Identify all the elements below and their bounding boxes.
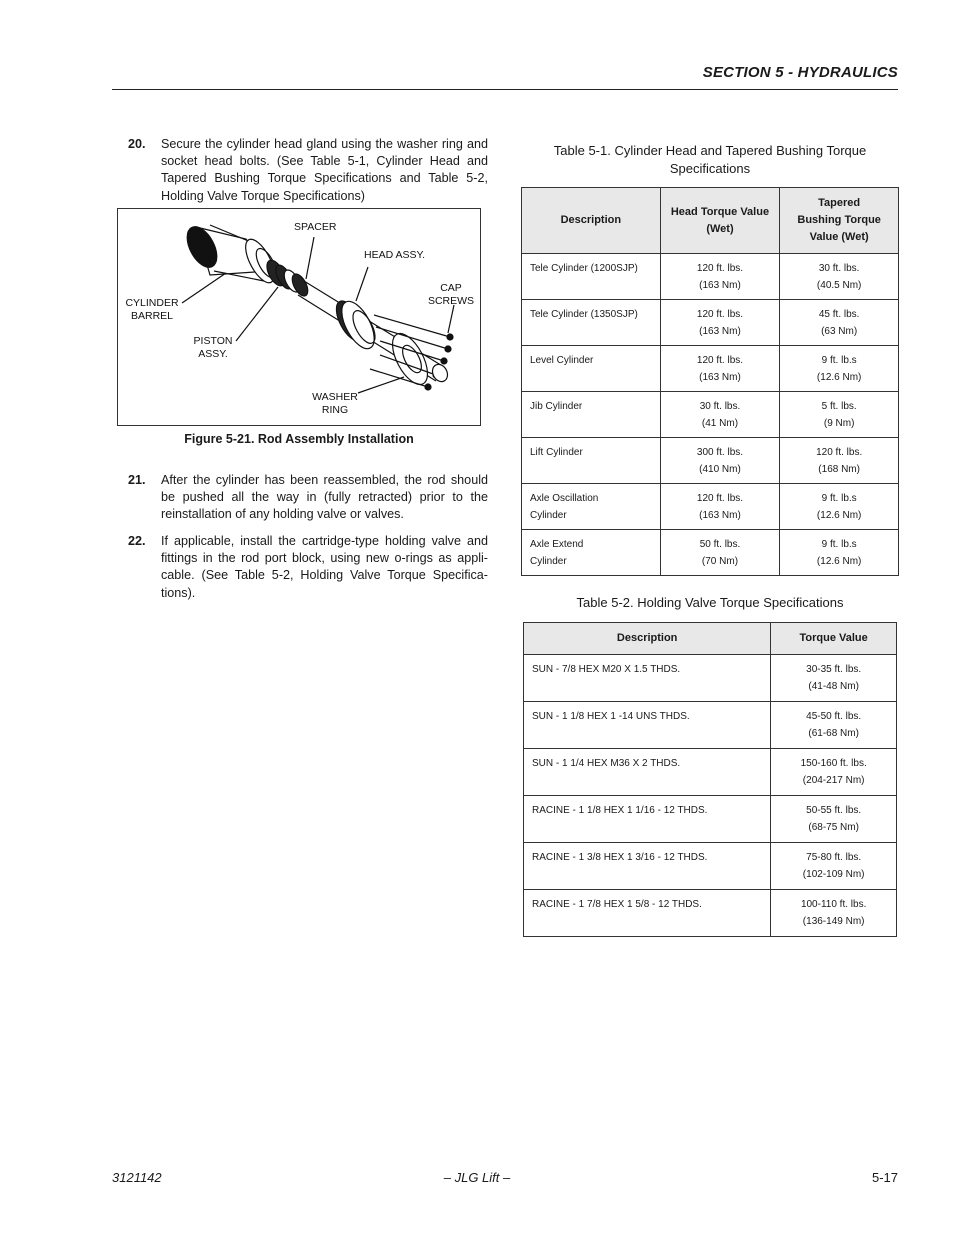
- table1-caption: Table 5-1. Cylinder Head and Tapered Bushing Torque Specifications: [553, 143, 867, 176]
- step-22: [128, 533, 488, 602]
- col-header-torque-value: Torque Value: [771, 623, 897, 655]
- piston-assy-label: PISTON ASSY.: [193, 335, 233, 360]
- table-row: [522, 254, 899, 300]
- cylinder-head-torque-table: [521, 187, 899, 576]
- cell-tapered-torque: 120 ft. lbs. (168 Nm): [780, 438, 899, 484]
- col-header-tapered-bushing: Tapered Bushing Torque Value (Wet): [780, 188, 899, 254]
- spacer-label: SPACER: [294, 221, 337, 233]
- cell-tapered-torque: 30 ft. lbs. (40.5 Nm): [780, 254, 899, 300]
- step-number: 22.: [128, 534, 146, 548]
- table-row: [522, 530, 899, 576]
- step-20: [128, 136, 488, 205]
- cell-head-torque: 300 ft. lbs. (410 Nm): [660, 438, 780, 484]
- cell-description: Tele Cylinder (1350SJP): [522, 300, 661, 346]
- table-row: [524, 796, 897, 843]
- cell-description: RACINE - 1 7/8 HEX 1 5/8 - 12 THDS.: [524, 890, 771, 937]
- step-text: If applicable, install the cartridge-type holding valve and fittings in the rod port block, using new o-rings as appli- cable. (See Table 5-2, Holding Valve Torque Specifica- tions).: [161, 534, 488, 600]
- cell-head-torque: 120 ft. lbs. (163 Nm): [660, 254, 780, 300]
- table-row: [524, 655, 897, 702]
- table-row: [522, 484, 899, 530]
- cell-head-torque: 50 ft. lbs. (70 Nm): [660, 530, 780, 576]
- cell-torque-value: 100-110 ft. lbs. (136-149 Nm): [771, 890, 897, 937]
- table-row: [524, 843, 897, 890]
- cell-tapered-torque: 9 ft. lb.s (12.6 Nm): [780, 346, 899, 392]
- table-row: [522, 346, 899, 392]
- document-number: 3121142: [112, 1170, 162, 1185]
- cell-torque-value: 30-35 ft. lbs. (41-48 Nm): [771, 655, 897, 702]
- holding-valve-torque-table: [523, 622, 897, 937]
- table1-body: [522, 254, 899, 576]
- table-row: [522, 438, 899, 484]
- cell-description: SUN - 7/8 HEX M20 X 1.5 THDS.: [524, 655, 771, 702]
- cell-tapered-torque: 5 ft. lbs. (9 Nm): [780, 392, 899, 438]
- table-row: [524, 702, 897, 749]
- cell-tapered-torque: 9 ft. lb.s (12.6 Nm): [780, 530, 899, 576]
- step-number: 20.: [128, 137, 146, 151]
- step-number: 21.: [128, 473, 146, 487]
- cell-description: Axle Oscillation Cylinder: [522, 484, 661, 530]
- cylinder-barrel-label: CYLINDER BARREL: [125, 297, 179, 322]
- cell-description: Jib Cylinder: [522, 392, 661, 438]
- header-divider: [112, 89, 898, 90]
- section-title: SECTION 5 - HYDRAULICS: [702, 64, 898, 81]
- cell-description: Tele Cylinder (1200SJP): [522, 254, 661, 300]
- cell-description: RACINE - 1 3/8 HEX 1 3/16 - 12 THDS.: [524, 843, 771, 890]
- col-header-head-torque: Head Torque Value (Wet): [660, 188, 780, 254]
- cell-torque-value: 50-55 ft. lbs. (68-75 Nm): [771, 796, 897, 843]
- cell-torque-value: 150-160 ft. lbs. (204-217 Nm): [771, 749, 897, 796]
- cell-description: Axle Extend Cylinder: [522, 530, 661, 576]
- cell-head-torque: 120 ft. lbs. (163 Nm): [660, 300, 780, 346]
- cell-head-torque: 120 ft. lbs. (163 Nm): [660, 346, 780, 392]
- cell-head-torque: 120 ft. lbs. (163 Nm): [660, 484, 780, 530]
- rod-assembly-figure: [117, 208, 481, 426]
- cell-description: RACINE - 1 1/8 HEX 1 1/16 - 12 THDS.: [524, 796, 771, 843]
- cell-tapered-torque: 9 ft. lb.s (12.6 Nm): [780, 484, 899, 530]
- col-header-description: Description: [522, 188, 661, 254]
- step-text: Secure the cylinder head gland using the washer ring and socket head bolts. (See Table 5-1, Cylinder Head and Tapered Bushing Torque Specifications and Table 5-2, Holding Valve Torque Specifications): [161, 137, 488, 203]
- cell-description: Level Cylinder: [522, 346, 661, 392]
- cell-description: Lift Cylinder: [522, 438, 661, 484]
- step-text: After the cylinder has been reassembled, the rod should be pushed all the way in (fully retracted) prior to the reinstallation of any holding valve or valves.: [161, 473, 488, 522]
- table2-body: [524, 655, 897, 937]
- cell-torque-value: 45-50 ft. lbs. (61-68 Nm): [771, 702, 897, 749]
- figure-caption: Figure 5-21. Rod Assembly Installation: [184, 432, 414, 446]
- step-21: [128, 472, 488, 524]
- cell-head-torque: 30 ft. lbs. (41 Nm): [660, 392, 780, 438]
- footer-center: – JLG Lift –: [443, 1170, 511, 1185]
- table2-caption: Table 5-2. Holding Valve Torque Specifications: [576, 595, 844, 610]
- cap-screws-label: CAP SCREWS: [427, 282, 475, 307]
- table-row: [522, 300, 899, 346]
- cell-description: SUN - 1 1/8 HEX 1 -14 UNS THDS.: [524, 702, 771, 749]
- head-assy-label: HEAD ASSY.: [364, 249, 426, 261]
- table-row: [522, 392, 899, 438]
- col-header-description: Description: [524, 623, 771, 655]
- page-number: 5-17: [871, 1170, 898, 1185]
- table-row: [524, 749, 897, 796]
- cell-torque-value: 75-80 ft. lbs. (102-109 Nm): [771, 843, 897, 890]
- cell-tapered-torque: 45 ft. lbs. (63 Nm): [780, 300, 899, 346]
- table-row: [524, 890, 897, 937]
- cell-description: SUN - 1 1/4 HEX M36 X 2 THDS.: [524, 749, 771, 796]
- washer-ring-label: WASHER RING: [312, 391, 358, 416]
